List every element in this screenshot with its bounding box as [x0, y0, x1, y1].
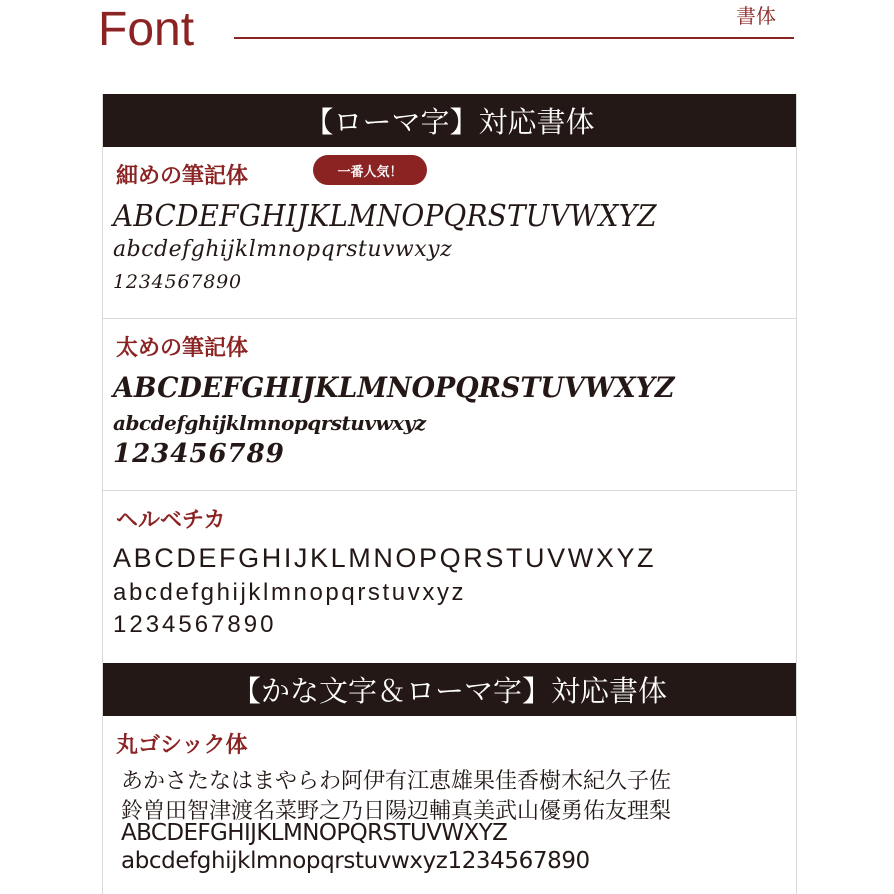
page-subtitle: 書体 [736, 4, 776, 28]
sample-lowercase-digits: abcdefghijklmnopqrstuvwxyz1234567890 [121, 848, 590, 874]
sample-kana-kanji-2: 鈴曽田智津渡名菜野之乃日陽辺輔真美武山優勇佑友理梨 [121, 799, 672, 824]
font-name: ヘルベチカ [116, 508, 226, 533]
popular-badge: 一番人気！ [313, 155, 427, 185]
section-banner-roman: 【ローマ字】対応書体 [103, 94, 796, 147]
font-name: 丸ゴシック体 [116, 733, 248, 758]
font-name: 太めの筆記体 [116, 336, 249, 361]
sample-uppercase: ABCDEFGHIJKLMNOPQRSTUVWXYZ [121, 820, 508, 846]
sample-lowercase: abcdefghijklmnopqrstuvwxyz [113, 237, 453, 262]
page-title: Font [98, 3, 195, 56]
font-sample-thin-script [103, 147, 796, 319]
sample-digits: 1234567890 [113, 271, 242, 293]
sample-digits: 123456789 [113, 439, 285, 469]
header-rule [234, 37, 794, 39]
sample-uppercase: ABCDEFGHIJKLMNOPQRSTUVWXYZ [113, 371, 675, 404]
font-name: 細めの筆記体 [116, 164, 249, 189]
sample-lowercase: abcdefghijklmnopqrstuvxyz [113, 579, 467, 606]
font-sample-bold-script [103, 319, 796, 491]
font-sample-maru-gothic [103, 716, 796, 894]
sample-lowercase: abcdefghijklmnopqrstuvwxyz [113, 411, 426, 435]
font-catalog [102, 94, 797, 894]
section-banner-kana-roman: 【かな文字＆ローマ字】対応書体 [103, 663, 796, 716]
sample-kana-kanji-1: あかさたなはまやらわ阿伊有江恵雄果佳香樹木紀久子佐 [121, 769, 672, 794]
sample-uppercase: ABCDEFGHIJKLMNOPQRSTUVWXYZ [113, 543, 657, 573]
font-sample-helvetica [103, 491, 796, 663]
sample-digits: 1234567890 [113, 611, 277, 638]
sample-uppercase: ABCDEFGHIJKLMNOPQRSTUVWXYZ [113, 199, 657, 234]
